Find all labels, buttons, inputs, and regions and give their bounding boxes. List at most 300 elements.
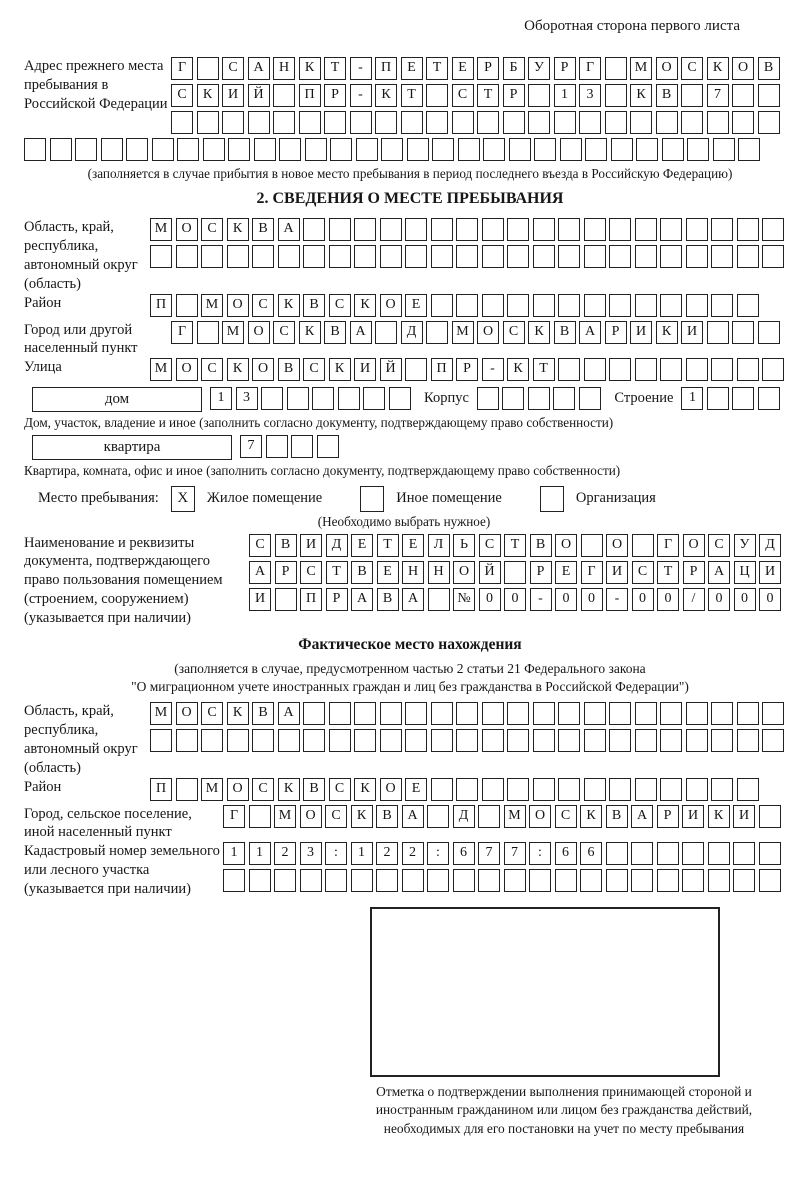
char-cell[interactable]: О [555, 534, 577, 557]
char-cell[interactable]: Р [324, 84, 346, 107]
char-cell[interactable] [759, 805, 781, 828]
char-cell[interactable]: К [299, 57, 321, 80]
char-cell[interactable] [660, 294, 682, 317]
char-cell[interactable] [482, 729, 504, 752]
char-cell[interactable]: П [150, 294, 172, 317]
char-cell[interactable] [758, 111, 780, 134]
char-cell[interactable]: М [274, 805, 296, 828]
char-cell[interactable]: И [354, 358, 376, 381]
char-cell[interactable]: 0 [479, 588, 501, 611]
char-cell[interactable] [555, 869, 577, 892]
char-cell[interactable] [427, 869, 449, 892]
char-cell[interactable] [584, 245, 606, 268]
char-cell[interactable]: 0 [708, 588, 730, 611]
char-cell[interactable]: В [554, 321, 576, 344]
char-cell[interactable] [197, 57, 219, 80]
char-cell[interactable] [405, 729, 427, 752]
char-cell[interactable]: В [377, 588, 399, 611]
char-cell[interactable]: Л [428, 534, 450, 557]
char-cell[interactable]: Р [326, 588, 348, 611]
char-cell[interactable] [176, 729, 198, 752]
char-cell[interactable] [711, 702, 733, 725]
char-cell[interactable]: П [300, 588, 322, 611]
char-cell[interactable] [737, 729, 759, 752]
char-cell[interactable]: Н [273, 57, 295, 80]
char-cell[interactable]: Т [533, 358, 555, 381]
char-cell[interactable]: М [201, 778, 223, 801]
char-cell[interactable]: К [354, 294, 376, 317]
char-cell[interactable]: С [201, 218, 223, 241]
char-cell[interactable]: М [504, 805, 526, 828]
char-cell[interactable]: И [630, 321, 652, 344]
char-cell[interactable] [354, 218, 376, 241]
char-cell[interactable] [456, 218, 478, 241]
char-cell[interactable]: С [632, 561, 654, 584]
char-cell[interactable] [203, 138, 225, 161]
char-cell[interactable] [152, 138, 174, 161]
char-cell[interactable]: 3 [579, 84, 601, 107]
char-cell[interactable] [711, 218, 733, 241]
char-cell[interactable]: Д [326, 534, 348, 557]
char-cell[interactable]: К [708, 805, 730, 828]
char-cell[interactable] [733, 842, 755, 865]
char-cell[interactable] [635, 218, 657, 241]
char-cell[interactable] [354, 702, 376, 725]
char-cell[interactable] [707, 387, 729, 410]
char-cell[interactable]: - [350, 84, 372, 107]
char-cell[interactable]: С [329, 294, 351, 317]
char-cell[interactable] [732, 111, 754, 134]
char-cell[interactable]: Е [452, 57, 474, 80]
char-cell[interactable]: Й [248, 84, 270, 107]
char-cell[interactable]: К [707, 57, 729, 80]
char-cell[interactable] [279, 138, 301, 161]
char-cell[interactable]: Р [456, 358, 478, 381]
char-cell[interactable]: В [376, 805, 398, 828]
char-cell[interactable] [407, 138, 429, 161]
char-cell[interactable] [737, 245, 759, 268]
char-cell[interactable] [584, 218, 606, 241]
char-cell[interactable] [711, 778, 733, 801]
char-cell[interactable] [660, 778, 682, 801]
char-cell[interactable] [507, 702, 529, 725]
char-cell[interactable]: 2 [274, 842, 296, 865]
char-cell[interactable]: Д [759, 534, 781, 557]
char-cell[interactable] [732, 84, 754, 107]
char-cell[interactable]: 7 [707, 84, 729, 107]
char-cell[interactable] [482, 245, 504, 268]
char-cell[interactable]: С [303, 358, 325, 381]
char-cell[interactable] [275, 588, 297, 611]
char-cell[interactable] [405, 358, 427, 381]
char-cell[interactable]: Т [401, 84, 423, 107]
char-cell[interactable] [274, 869, 296, 892]
char-cell[interactable]: О [176, 358, 198, 381]
char-cell[interactable] [176, 778, 198, 801]
char-cell[interactable]: К [656, 321, 678, 344]
char-cell[interactable]: В [303, 778, 325, 801]
char-cell[interactable] [687, 138, 709, 161]
char-cell[interactable] [329, 218, 351, 241]
char-cell[interactable] [609, 218, 631, 241]
char-cell[interactable] [482, 218, 504, 241]
char-cell[interactable]: Т [324, 57, 346, 80]
char-cell[interactable] [201, 729, 223, 752]
char-cell[interactable] [632, 534, 654, 557]
char-cell[interactable] [380, 729, 402, 752]
char-cell[interactable] [611, 138, 633, 161]
char-cell[interactable] [711, 358, 733, 381]
char-cell[interactable] [686, 702, 708, 725]
char-cell[interactable]: К [580, 805, 602, 828]
char-cell[interactable] [579, 111, 601, 134]
char-cell[interactable]: И [606, 561, 628, 584]
char-cell[interactable]: Р [657, 805, 679, 828]
char-cell[interactable]: Т [477, 84, 499, 107]
char-cell[interactable]: 1 [681, 387, 703, 410]
char-cell[interactable] [507, 245, 529, 268]
char-cell[interactable] [737, 358, 759, 381]
char-cell[interactable]: К [507, 358, 529, 381]
char-cell[interactable]: П [431, 358, 453, 381]
char-cell[interactable] [428, 588, 450, 611]
char-cell[interactable]: В [351, 561, 373, 584]
char-cell[interactable] [630, 111, 652, 134]
char-cell[interactable]: 0 [581, 588, 603, 611]
char-cell[interactable] [529, 869, 551, 892]
char-cell[interactable] [228, 138, 250, 161]
char-cell[interactable] [478, 805, 500, 828]
char-cell[interactable] [707, 111, 729, 134]
char-cell[interactable] [431, 778, 453, 801]
char-cell[interactable] [431, 729, 453, 752]
char-cell[interactable]: Е [351, 534, 373, 557]
char-cell[interactable] [317, 435, 339, 458]
char-cell[interactable] [560, 138, 582, 161]
char-cell[interactable] [427, 805, 449, 828]
char-cell[interactable] [708, 869, 730, 892]
char-cell[interactable] [657, 869, 679, 892]
char-cell[interactable]: 0 [734, 588, 756, 611]
char-cell[interactable]: О [252, 358, 274, 381]
char-cell[interactable]: Ь [453, 534, 475, 557]
char-cell[interactable] [584, 729, 606, 752]
char-cell[interactable]: Й [479, 561, 501, 584]
char-cell[interactable]: О [248, 321, 270, 344]
char-cell[interactable] [324, 111, 346, 134]
char-cell[interactable]: В [530, 534, 552, 557]
char-cell[interactable] [533, 702, 555, 725]
char-cell[interactable]: К [630, 84, 652, 107]
char-cell[interactable] [426, 321, 448, 344]
char-cell[interactable]: Е [405, 778, 427, 801]
char-cell[interactable] [502, 387, 524, 410]
char-cell[interactable] [533, 778, 555, 801]
char-cell[interactable] [197, 111, 219, 134]
char-cell[interactable]: Т [426, 57, 448, 80]
char-cell[interactable]: К [375, 84, 397, 107]
char-cell[interactable] [354, 245, 376, 268]
char-cell[interactable] [452, 111, 474, 134]
char-cell[interactable]: А [248, 57, 270, 80]
char-cell[interactable] [483, 138, 505, 161]
char-cell[interactable] [249, 869, 271, 892]
char-cell[interactable] [381, 138, 403, 161]
char-cell[interactable]: 7 [504, 842, 526, 865]
char-cell[interactable] [329, 729, 351, 752]
char-cell[interactable]: 0 [555, 588, 577, 611]
char-cell[interactable]: 1 [351, 842, 373, 865]
char-cell[interactable] [503, 111, 525, 134]
char-cell[interactable]: К [299, 321, 321, 344]
char-cell[interactable]: С [555, 805, 577, 828]
char-cell[interactable] [762, 729, 784, 752]
char-cell[interactable]: 2 [402, 842, 424, 865]
char-cell[interactable]: В [252, 218, 274, 241]
char-cell[interactable] [657, 842, 679, 865]
char-cell[interactable] [248, 111, 270, 134]
char-cell[interactable]: Р [605, 321, 627, 344]
char-cell[interactable]: Н [402, 561, 424, 584]
char-cell[interactable] [606, 842, 628, 865]
char-cell[interactable] [656, 111, 678, 134]
char-cell[interactable]: И [249, 588, 271, 611]
char-cell[interactable] [482, 778, 504, 801]
char-cell[interactable] [660, 702, 682, 725]
char-cell[interactable]: Р [477, 57, 499, 80]
char-cell[interactable] [609, 702, 631, 725]
char-cell[interactable] [635, 245, 657, 268]
char-cell[interactable]: А [402, 805, 424, 828]
char-cell[interactable] [456, 778, 478, 801]
char-cell[interactable]: С [708, 534, 730, 557]
char-cell[interactable] [504, 561, 526, 584]
char-cell[interactable] [456, 294, 478, 317]
char-cell[interactable]: О [300, 805, 322, 828]
char-cell[interactable]: 0 [657, 588, 679, 611]
char-cell[interactable]: М [150, 358, 172, 381]
char-cell[interactable]: В [303, 294, 325, 317]
char-cell[interactable]: К [528, 321, 550, 344]
char-cell[interactable]: М [452, 321, 474, 344]
char-cell[interactable] [431, 294, 453, 317]
char-cell[interactable] [126, 138, 148, 161]
char-cell[interactable] [350, 111, 372, 134]
char-cell[interactable]: А [278, 702, 300, 725]
char-cell[interactable] [631, 842, 653, 865]
char-cell[interactable]: Е [401, 57, 423, 80]
char-cell[interactable] [732, 321, 754, 344]
char-cell[interactable] [507, 294, 529, 317]
char-cell[interactable] [375, 321, 397, 344]
char-cell[interactable]: О [606, 534, 628, 557]
char-cell[interactable] [762, 702, 784, 725]
char-cell[interactable] [426, 84, 448, 107]
char-cell[interactable] [201, 245, 223, 268]
char-cell[interactable]: О [529, 805, 551, 828]
char-cell[interactable]: О [683, 534, 705, 557]
char-cell[interactable] [737, 218, 759, 241]
char-cell[interactable] [363, 387, 385, 410]
char-cell[interactable] [584, 778, 606, 801]
char-cell[interactable] [477, 111, 499, 134]
char-cell[interactable] [558, 778, 580, 801]
char-cell[interactable] [351, 869, 373, 892]
char-cell[interactable] [713, 138, 735, 161]
char-cell[interactable]: И [759, 561, 781, 584]
char-cell[interactable]: А [351, 588, 373, 611]
char-cell[interactable] [380, 218, 402, 241]
char-cell[interactable]: К [354, 778, 376, 801]
char-cell[interactable]: : [427, 842, 449, 865]
char-cell[interactable] [579, 387, 601, 410]
char-cell[interactable]: К [227, 358, 249, 381]
char-cell[interactable]: Д [401, 321, 423, 344]
char-cell[interactable] [533, 218, 555, 241]
char-cell[interactable] [681, 84, 703, 107]
char-cell[interactable] [609, 729, 631, 752]
char-cell[interactable] [662, 138, 684, 161]
char-cell[interactable] [330, 138, 352, 161]
char-cell[interactable] [150, 245, 172, 268]
char-cell[interactable]: С [681, 57, 703, 80]
char-cell[interactable]: С [300, 561, 322, 584]
char-cell[interactable]: О [453, 561, 475, 584]
char-cell[interactable]: Й [380, 358, 402, 381]
char-cell[interactable]: К [351, 805, 373, 828]
char-cell[interactable]: Е [402, 534, 424, 557]
char-cell[interactable]: : [325, 842, 347, 865]
char-cell[interactable]: / [683, 588, 705, 611]
char-cell[interactable] [708, 842, 730, 865]
char-cell[interactable] [249, 805, 271, 828]
char-cell[interactable] [478, 869, 500, 892]
char-cell[interactable]: С [503, 321, 525, 344]
checkbox-other-premises[interactable] [360, 486, 384, 512]
char-cell[interactable]: О [477, 321, 499, 344]
char-cell[interactable] [312, 387, 334, 410]
char-cell[interactable] [558, 358, 580, 381]
char-cell[interactable]: Р [554, 57, 576, 80]
char-cell[interactable] [504, 869, 526, 892]
char-cell[interactable] [635, 778, 657, 801]
char-cell[interactable]: О [227, 778, 249, 801]
char-cell[interactable] [762, 358, 784, 381]
char-cell[interactable]: О [380, 778, 402, 801]
char-cell[interactable] [738, 138, 760, 161]
char-cell[interactable]: Т [504, 534, 526, 557]
char-cell[interactable]: М [222, 321, 244, 344]
char-cell[interactable] [558, 218, 580, 241]
char-cell[interactable] [660, 218, 682, 241]
char-cell[interactable]: К [197, 84, 219, 107]
char-cell[interactable]: С [252, 778, 274, 801]
char-cell[interactable] [528, 84, 550, 107]
char-cell[interactable]: 0 [632, 588, 654, 611]
char-cell[interactable]: О [656, 57, 678, 80]
char-cell[interactable] [171, 111, 193, 134]
char-cell[interactable] [507, 218, 529, 241]
char-cell[interactable]: Г [171, 57, 193, 80]
char-cell[interactable] [303, 729, 325, 752]
char-cell[interactable] [177, 138, 199, 161]
char-cell[interactable] [635, 729, 657, 752]
char-cell[interactable] [453, 869, 475, 892]
char-cell[interactable] [534, 138, 556, 161]
char-cell[interactable] [273, 111, 295, 134]
char-cell[interactable] [252, 245, 274, 268]
char-cell[interactable] [150, 729, 172, 752]
char-cell[interactable]: П [299, 84, 321, 107]
char-cell[interactable]: 2 [376, 842, 398, 865]
char-cell[interactable]: Г [579, 57, 601, 80]
char-cell[interactable]: У [528, 57, 550, 80]
char-cell[interactable] [660, 245, 682, 268]
char-cell[interactable] [737, 778, 759, 801]
char-cell[interactable] [401, 111, 423, 134]
char-cell[interactable] [686, 294, 708, 317]
char-cell[interactable]: 1 [249, 842, 271, 865]
char-cell[interactable] [227, 729, 249, 752]
char-cell[interactable]: О [176, 702, 198, 725]
char-cell[interactable]: О [732, 57, 754, 80]
char-cell[interactable]: К [227, 218, 249, 241]
char-cell[interactable] [356, 138, 378, 161]
char-cell[interactable]: И [222, 84, 244, 107]
char-cell[interactable] [432, 138, 454, 161]
char-cell[interactable]: Д [453, 805, 475, 828]
char-cell[interactable] [758, 321, 780, 344]
char-cell[interactable]: : [529, 842, 551, 865]
char-cell[interactable] [507, 778, 529, 801]
char-cell[interactable] [75, 138, 97, 161]
char-cell[interactable] [635, 358, 657, 381]
char-cell[interactable] [533, 729, 555, 752]
char-cell[interactable] [458, 138, 480, 161]
char-cell[interactable]: Е [405, 294, 427, 317]
char-cell[interactable] [606, 869, 628, 892]
char-cell[interactable]: 3 [236, 387, 258, 410]
char-cell[interactable] [482, 294, 504, 317]
char-cell[interactable]: - [530, 588, 552, 611]
char-cell[interactable] [553, 387, 575, 410]
char-cell[interactable] [266, 435, 288, 458]
char-cell[interactable]: И [733, 805, 755, 828]
char-cell[interactable]: О [380, 294, 402, 317]
char-cell[interactable] [660, 729, 682, 752]
char-cell[interactable] [686, 729, 708, 752]
char-cell[interactable]: О [176, 218, 198, 241]
char-cell[interactable] [533, 245, 555, 268]
char-cell[interactable]: - [350, 57, 372, 80]
char-cell[interactable]: С [252, 294, 274, 317]
char-cell[interactable]: Р [530, 561, 552, 584]
char-cell[interactable]: С [329, 778, 351, 801]
char-cell[interactable]: М [150, 702, 172, 725]
char-cell[interactable]: В [656, 84, 678, 107]
char-cell[interactable] [482, 702, 504, 725]
char-cell[interactable]: 1 [223, 842, 245, 865]
char-cell[interactable] [426, 111, 448, 134]
char-cell[interactable] [303, 245, 325, 268]
char-cell[interactable] [376, 869, 398, 892]
char-cell[interactable]: П [150, 778, 172, 801]
char-cell[interactable] [222, 111, 244, 134]
char-cell[interactable] [686, 778, 708, 801]
char-cell[interactable]: 0 [759, 588, 781, 611]
char-cell[interactable]: С [479, 534, 501, 557]
char-cell[interactable] [329, 245, 351, 268]
